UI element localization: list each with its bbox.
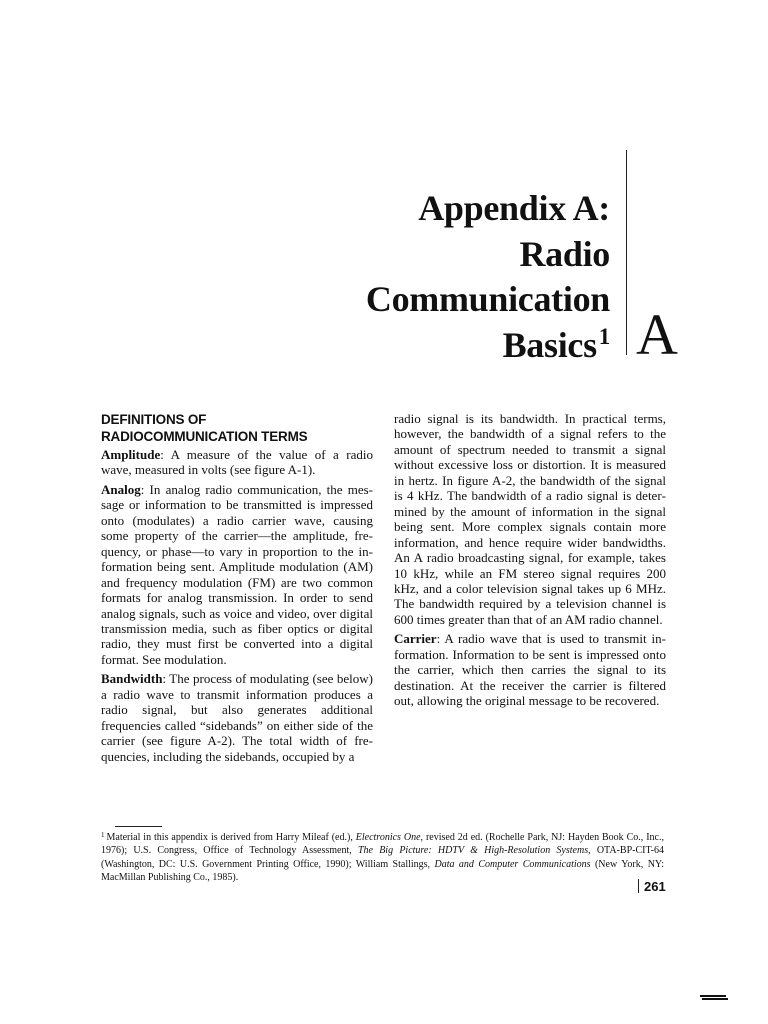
footnote-text-1: Material in this appendix is derived from Harry Mileaf (ed.), [106, 832, 356, 843]
term-amplitude: Amplitude [101, 447, 161, 462]
appendix-title [210, 186, 610, 368]
term-carrier: Carrier [394, 631, 437, 647]
title-line-3: Communication [365, 279, 610, 319]
footnote-text-4: (New York, NY: MacMillan Publishing Co., 1985). [101, 858, 664, 884]
definition-bandwidth-continued: radio signal is its bandwidth. In practical terms, however, the bandwidth of a signal refers to the amount of spectrum needed to transmit a signal without excessive loss or distortion. It is measured in hertz. In figure A-2, the bandwidth of the signal is 4 kHz. The bandwidth of a radio signal is determined by the amount of information in the signal being sent. More complex signals contain more information, and hence require wider bandwidths. An A radio broadcasting signal, for example, takes 10 kHz, while an FM stereo signal requires 200 kHz, and a color television signal takes up 6 MHz. The bandwidth required by a television channel is 600 times greater than that of an AM radio channel. [394, 411, 666, 627]
definition-analog [101, 482, 373, 667]
section-heading-line-1: DEFINITIONS OF [101, 412, 207, 427]
page-number-bar [638, 879, 639, 893]
footnote [101, 831, 664, 885]
footnote-text-2: , revised 2d ed. (Rochelle Park, NJ: Hayden Book Co., Inc., 1976); U.S. Congress, Office of Technology Assessment, [101, 832, 664, 857]
definition-amplitude-text: : A measure of the value of a radio wave, measured in volts (see figure A-1). [101, 447, 373, 478]
definition-bandwidth [101, 671, 373, 764]
right-column [394, 411, 666, 713]
section-heading [101, 411, 373, 445]
definition-analog-text: : In analog radio communication, the message or information to be transmitted is impressed onto (modulates) a radio carrier wave, causing some property of the carrier—the amplitude, frequency, or phase—to vary in proportion to the information being sent. Amplitude modulation (AM) and frequency modulation (FM) are two common formats for analog transmission. In order to send analog signals, such as voice and video, over digital transmission media, such as fiber optics or digital radio, they must first be converted into a digital format. See modulation. [101, 481, 373, 667]
section-heading-line-2: RADIOCOMMUNICATION TERMS [101, 429, 308, 444]
scan-mark [700, 995, 730, 1001]
title-vertical-rule [626, 150, 627, 355]
footnote-text-3: , OTA-BP-CIT-64 (Washington, DC: U.S. Government Printing Office, 1990); William Stallings, [101, 845, 665, 870]
title-line-2: Radio [519, 233, 610, 274]
title-line-4 [210, 323, 610, 369]
footnote-title-2: The Big Picture: HDTV & High-Resolution Systems [357, 845, 589, 857]
term-bandwidth: Bandwidth [101, 671, 163, 687]
definition-carrier-text: : A radio wave that is used to transmit information. Information to be sent is impressed onto the carrier, which then carries the signal to its destination. At the receiver the carrier is filtered out, allowing the original message to be recovered. [394, 631, 666, 709]
appendix-letter: A [636, 302, 678, 367]
title-footnote-marker: 1 [598, 323, 610, 349]
footnote-title-3: Data and Computer Communications [434, 858, 591, 870]
title-line-4-text: Basics [502, 324, 597, 365]
left-column [101, 411, 373, 768]
definition-amplitude [101, 447, 373, 478]
definition-carrier [394, 631, 666, 708]
title-line-1: Appendix A: [418, 188, 610, 228]
definition-bandwidth-text-part1: : The process of modulating (see below) a radio wave to transmit information produces a radio signal, but also generates additional frequencies called “sidebands” on either side of the carrier (see figure A-2). The total width of frequencies, including the sidebands, occupied by a [101, 671, 373, 764]
footnote-marker: 1 [101, 831, 105, 839]
page-number-value: 261 [644, 879, 666, 894]
term-analog: Analog [101, 481, 141, 497]
page-number [638, 879, 666, 895]
footnote-rule [115, 826, 162, 827]
footnote-title-1: Electronics One [355, 832, 421, 843]
